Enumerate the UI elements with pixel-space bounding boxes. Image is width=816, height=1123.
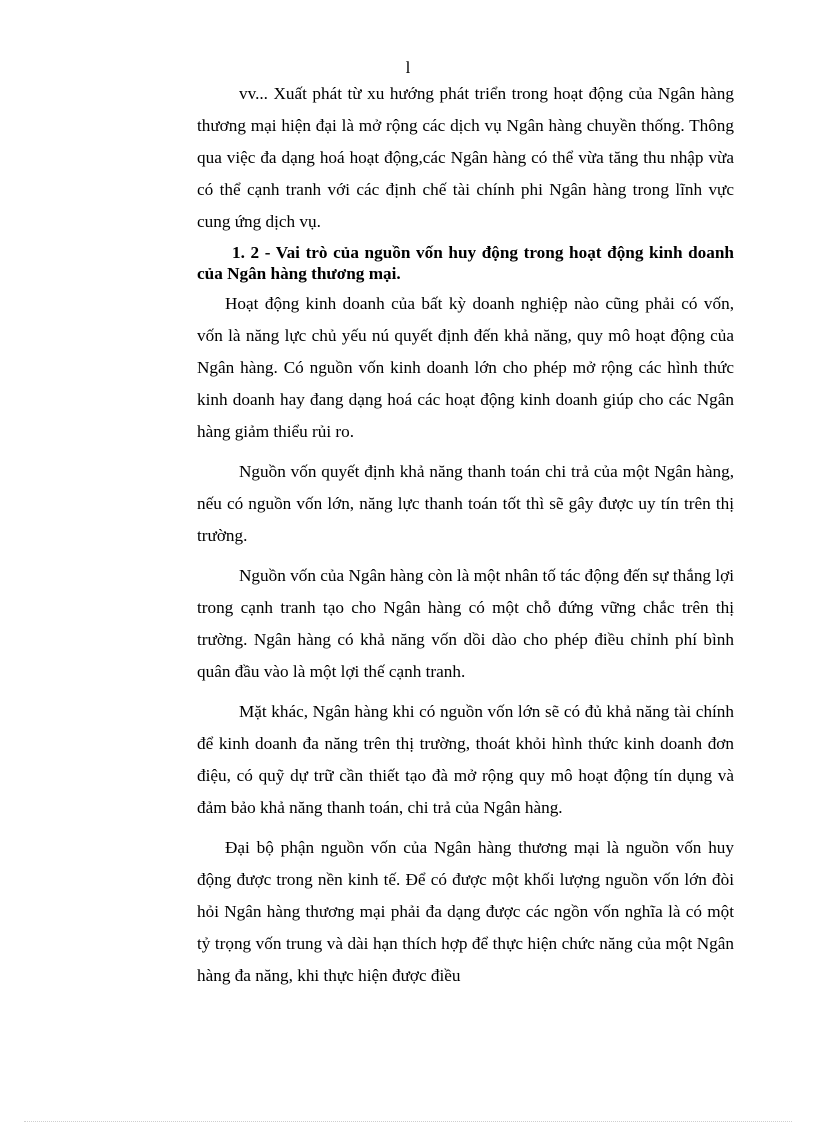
body-paragraph: Hoạt động kinh doanh của bất kỳ doanh nghiệp nào cũng phải có vốn, vốn là năng lực chủ yếu nú quyết định đến khả năng, quy mô hoạt động của Ngân hàng. Có nguồn vốn kinh doanh lớn cho phép mở rộng các hình thức kinh doanh hay đang dạng hoá các hoạt động kinh doanh giúp cho các Ngân hàng giảm thiểu rủi ro. [197,294,734,441]
section-heading: 1. 2 - Vai trò của nguồn vốn huy động trong hoạt động kinh doanh của Ngân hàng thương mại. [197,243,734,283]
body-paragraph: Mặt khác, Ngân hàng khi có nguồn vốn lớn sẽ có đủ khả năng tài chính để kinh doanh đa năng trên thị trường, thoát khỏi hình thức kinh doanh đơn điệu, có quỹ dự trữ cần thiết tạo đà mở rộng quy mô hoạt động tín dụng và đảm bảo khả năng thanh toán, chi trả của Ngân hàng. [197,702,734,817]
intro-paragraph: vv... Xuất phát từ xu hướng phát triển trong hoạt động của Ngân hàng thương mại hiện đại là mở rộng các dịch vụ Ngân hàng chuyền thống. Thông qua việc đa dạng hoá hoạt động,các Ngân hàng có thể vừa tăng thu nhập vừa có thể cạnh tranh với các định chế tài chính phi Ngân hàng trong lĩnh vực cung ứng dịch vụ. [197,84,734,231]
document-body [197,78,734,992]
body-paragraph: Nguồn vốn của Ngân hàng còn là một nhân tố tác động đến sự thắng lợi trong cạnh tranh tạo cho Ngân hàng có một chỗ đứng vững chắc trên thị trường. Ngân hàng có khả năng vốn dồi dào cho phép điều chỉnh phí bình quân đầu vào là một lợi thế cạnh tranh. [197,566,734,681]
body-paragraph: Đại bộ phận nguồn vốn của Ngân hàng thương mại là nguồn vốn huy động được trong nền kinh tế. Để có được một khối lượng nguồn vốn lớn đòi hỏi Ngân hàng thương mại phải đa dạng được các ngồn vốn nghĩa là có một tỷ trọng vốn trung và dài hạn thích hợp để thực hiện chức năng của một Ngân hàng đa năng, khi thực hiện được điều [197,838,734,985]
body-paragraph: Nguồn vốn quyết định khả năng thanh toán chi trả của một Ngân hàng, nếu có nguồn vốn lớn, năng lực thanh toán tốt thì sẽ gây được uy tín trên thị trường. [197,462,734,545]
page-bottom-divider [24,1121,792,1122]
page-number: l [405,58,411,77]
